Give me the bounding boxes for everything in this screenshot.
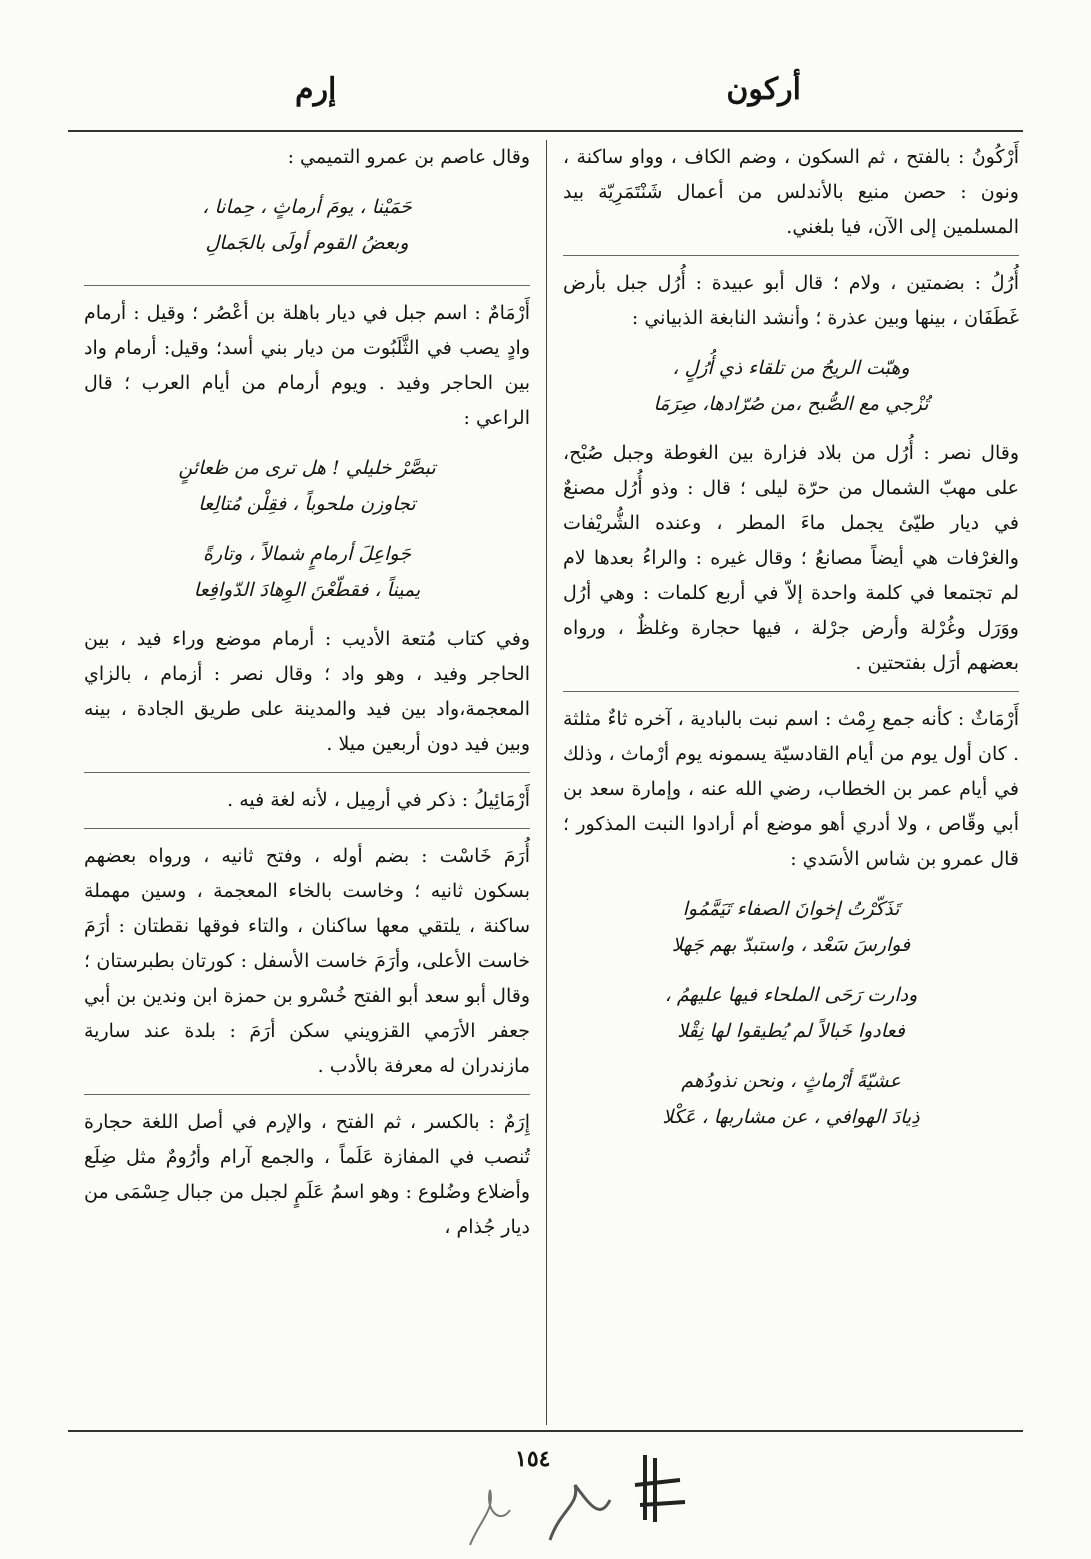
entry-armail — [84, 783, 530, 829]
entry-text: أُرُلُ : بضمتين ، ولام ؛ قال أبو عبيدة : أُرُل جبل بأرض غَطَفَان ، بينها وبين عذرة ؛ وأنشد النابغة الذبياني : — [563, 272, 1019, 329]
verse-line: تبصَّرْ خليلي ! هل ترى من ظعائنٍ — [178, 457, 436, 479]
verse-line: ذِيادَ الهوافي ، عن مشاربها ، عَكْلا — [662, 1106, 920, 1128]
verse-line: يميناً ، فقطّعْنَ الوِهادَ الدّوافِعا — [193, 579, 421, 601]
header-rule — [68, 130, 1023, 132]
verse-line: فوارسَ سَعْد ، واستبدّ بهم جَهلا — [671, 934, 911, 956]
footer-rule — [68, 1430, 1023, 1432]
verse-line: وهبّت الريحُ من تلقاء ذي أُرُلٍ ، — [672, 357, 910, 379]
entry-iram — [84, 1105, 530, 1255]
verse-line: تُزْجي مع الصُّبح ،من صُرّادها، صِرَمَا — [653, 393, 929, 415]
verse — [84, 536, 530, 608]
right-column — [563, 140, 1019, 1425]
entry-arul — [563, 266, 1019, 692]
entry-armath — [563, 702, 1019, 1159]
verse — [563, 350, 1019, 422]
page-footer — [0, 1440, 1091, 1550]
verse-line: ودارت رَحَى الملحاء فيها عليهمُ ، — [664, 984, 918, 1006]
verse-line: جَواعِلَ أرمامٍ شمالاً ، وتارةً — [203, 543, 411, 565]
entry-text: أَرْمَاثٌ : كأنه جمع رِمْث : اسم نبت بالبادية ، آخره ثاءٌ مثلثة . كان أول يوم من أيام القادسيّة يسمونه يوم أرْماث ، وذلك في أيام عمر بن الخطاب، رضي الله عنه ، وإمارة سعد بن أبي وقّاص ، ولا أدري أهو موضع أم أرادوا النبت المذكور ؛ قال عمرو بن شاس الأسَدي : — [563, 708, 1019, 870]
entry-text: أَرْكُونُ : بالفتح ، ثم السكون ، وضم الكاف ، وواو ساكنة ، ونون : حصن منيع بالأندلس من أعمال شَنْتَمَرِيّة بيد المسلمين إلى الآن، فيا بلغني. — [563, 146, 1019, 238]
verse — [563, 891, 1019, 963]
entry-armath-cont — [84, 140, 530, 286]
entry-aram-khast — [84, 839, 530, 1095]
page-number: ١٥٤ — [515, 1446, 551, 1472]
verse-line: تجاوزن ملحوباً ، فقِلْن مُتالِعا — [198, 493, 416, 515]
running-head-left: إرم — [295, 72, 337, 107]
left-column — [84, 140, 530, 1425]
handwritten-annotation — [440, 1450, 700, 1550]
verse — [563, 977, 1019, 1049]
entry-armam — [84, 296, 530, 773]
entry-arkun — [563, 140, 1019, 256]
entry-text: أُرَمَ خَاسْت : بضم أوله ، وفتح ثانيه ، ورواه بعضهم بسكون ثانيه ؛ وخاست بالخاء المعجمة ، وسين مهملة ساكنة ، يلتقي معها ساكنان ، والتاء فوقها نقطتان : أرَمَ خاست الأعلى، وأرَمَ خاست الأسفل : كورتان بطبرستان ؛ وقال أبو سعد أبو الفتح خُسْرو بن حمزة ابن وندين بن أبي جعفر الأرَمي القزويني سكن أرَمَ : بلدة عند سارية مازندران له معرفة بالأدب . — [84, 845, 530, 1077]
verse — [563, 1063, 1019, 1135]
verse-line: حَمَيْنا ، يومَ أرماثٍ ، حِمانا ، — [202, 196, 412, 218]
entry-text: وفي كتاب مُتعة الأديب : أرمام موضع وراء فيد ، بين الحاجر وفيد ، وهو واد ؛ وقال نصر : أزمام ، بالزاي المعجمة،واد بين فيد والمدينة على طريق الجادة ، بينه وبين فيد دون أربعين ميلا . — [84, 628, 530, 755]
entry-text: أَرْمَامٌ : اسم جبل في ديار باهلة بن أعْصُر ؛ وقيل : أرمام وادٍ يصب في الثَّلَبُوت من ديار بني أسد؛ وقيل: أرمام واد بين الحاجر وفيد . ويوم أرمام من أيام العرب ؛ قال الراعي : — [84, 302, 530, 429]
verse-line: وبعضُ القوم أولَى بالجَمالِ — [205, 232, 409, 254]
entry-text: إِرَمٌ : بالكسر ، ثم الفتح ، والإرم في أصل اللغة حجارة تُنصب في المفازة عَلَماً ، والجمع آرام وأرُومٌ مثل ضِلَع وأضلاع وضُلوع : وهو اسمُ عَلَمٍ لجبل من جبال حِسْمَى من ديار جُذام ، — [84, 1111, 530, 1238]
entry-text: أَرْمَائِيلُ : ذكر في أرمِيل ، لأنه لغة فيه . — [227, 789, 530, 811]
entry-text: وقال عاصم بن عمرو التميمي : — [287, 146, 530, 168]
page-header — [70, 72, 1021, 122]
column-divider — [546, 140, 547, 1425]
verse-line: فعادوا خَبالاً لم يُطيقوا لها نِقْلا — [677, 1020, 905, 1042]
verse-line: عشيّةَ أرْماثٍ ، ونحن نذودُهم — [681, 1070, 901, 1092]
verse — [84, 189, 530, 261]
verse-line: تَذَكّرْتُ إخوانَ الصفاء تَيَمَّمُوا — [682, 898, 900, 920]
running-head-right: أركون — [726, 72, 801, 107]
entry-text: وقال نصر : أُرُل من بلاد فزارة بين الغوطة وجبل صُبْح، على مهبّ الشمال من حرّة ليلى ؛ قال : وذو أُرُل مصنعٌ في ديار طيّئ يجمل ماءَ المطر ، وعنده الشُّريْفات والغرْفات هي أيضاً مصانعُ ؛ وقال غيره : والراءُ بعدها لام لم تجتمعا في كلمة واحدة إلاّ في أربع كلمات : وهي أرُل ووَرَل وغُرْلة وأرض جرْلة ، فيها حجارة وغلظٌ ، ورواه بعضهم أرَل بفتحتين . — [563, 442, 1019, 674]
verse — [84, 450, 530, 522]
